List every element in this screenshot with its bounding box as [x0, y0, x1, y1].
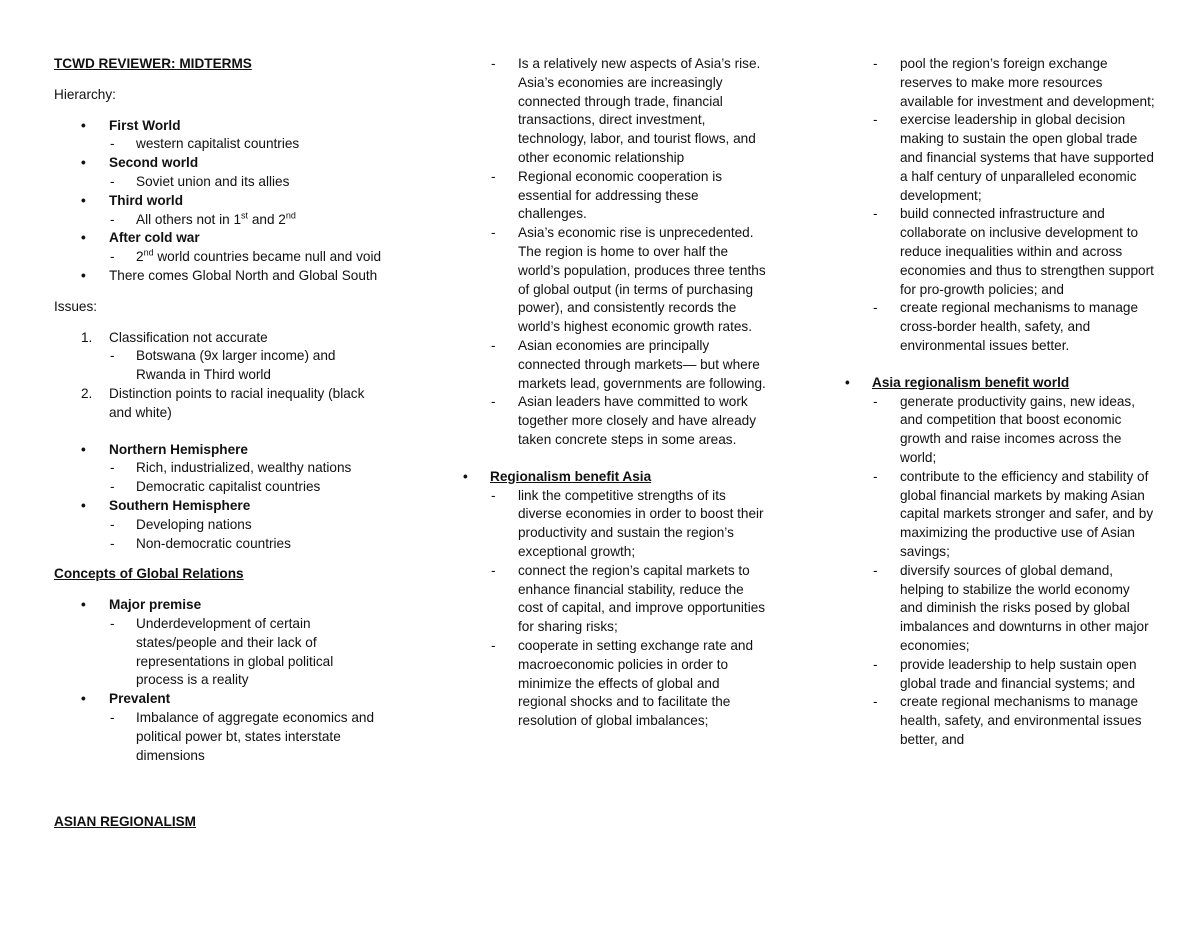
list-item: - Asia’s economic rise is unprecedented. The region is home to over half the world’s population, produces three tenths of global output (in terms of purchasing power), and consistently records the world’s highest economic growth rates.	[491, 225, 766, 335]
column-right	[845, 55, 1155, 750]
list-item: - Imbalance of aggregate economics and political power bt, states interstate dimensions	[110, 709, 375, 763]
hierarchy-label: Hierarchy:	[54, 86, 116, 102]
bullet-second-world: • Second world	[54, 154, 384, 173]
list-item: - link the competitive strengths of its diverse economies in order to boost their productivity and sustain the region’s exceptional growth;	[491, 487, 764, 559]
list-item: - Regional economic cooperation is essential for addressing these challenges.	[491, 168, 723, 222]
bullet-icon: •	[845, 374, 850, 390]
list-item: - Rich, industrialized, wealthy nations	[110, 460, 352, 476]
bullet-global-north-south: • There comes Global North and Global South	[54, 267, 384, 286]
bullet-icon: •	[81, 155, 86, 171]
section-title-concepts: Concepts of Global Relations	[54, 566, 244, 582]
bullet-icon: •	[81, 267, 86, 283]
bullet-icon: •	[81, 117, 86, 133]
list-item: - pool the region’s foreign exchange reserves to make more resources available for investment and development;	[873, 56, 1155, 109]
list-item: - diversify sources of global demand, helping to stabilize the world economy and diminish the risks posed by global imbalances and downturns in other major economies;	[873, 562, 1149, 653]
list-item: - Is a relatively new aspects of Asia’s rise. Asia’s economies are increasingly connected through trade, financial transactions, direct investment, technology, labor, and tourist flows, and other economic relationship	[491, 56, 761, 165]
list-item: - build connected infrastructure and collaborate on inclusive development to reduce inequalities within and across economies and thus to strengthen support for pro-growth policies; and	[873, 206, 1154, 297]
bullet-major-premise: • Major premise	[54, 596, 384, 615]
list-item: - connect the region’s capital markets to enhance financial stability, reduce the cost of capital, and improve opportunities for sharing risks;	[491, 562, 766, 635]
list-item: - Underdevelopment of certain states/people and their lack of representations in global political process is a reality	[110, 615, 334, 688]
bullet-prevalent: • Prevalent	[54, 690, 384, 709]
column-left	[54, 55, 384, 832]
bullet-third-world: • Third world	[54, 192, 384, 211]
list-item: - Asian leaders have committed to work together more closely and have already taken concrete steps in some areas.	[491, 394, 757, 447]
document-title: TCWD REVIEWER: MIDTERMS	[54, 56, 252, 71]
list-item: - Non-democratic countries	[110, 535, 291, 551]
numbered-item: 1. Classification not accurate	[81, 329, 268, 345]
list-item: - 2nd world countries became null and void	[110, 247, 382, 265]
bullet-icon: •	[463, 468, 468, 484]
section-title-asian-regionalism: ASIAN REGIONALISM	[54, 814, 196, 830]
list-item: - exercise leadership in global decision making to sustain the open global trade and financial systems that have supported a half century of unparalleled economic development;	[873, 112, 1154, 203]
list-item: - Soviet union and its allies	[110, 173, 290, 189]
list-item: - Democratic capitalist countries	[110, 479, 321, 495]
bullet-first-world: • First World	[54, 117, 384, 136]
list-item: - Asian economies are principally connected through markets— but where markets lead, governments are following.	[491, 337, 766, 391]
list-item: - western capitalist countries	[110, 136, 300, 152]
list-item: - cooperate in setting exchange rate and macroeconomic policies in order to minimize the effects of global and regional shocks and to facilitate the resolution of global imbalances;	[491, 637, 754, 729]
list-item: - provide leadership to help sustain open global trade and financial systems; and	[873, 656, 1137, 691]
bullet-after-cold-war: • After cold war	[54, 229, 384, 248]
list-item: - create regional mechanisms to manage cross-border health, safety, and environmental issues better.	[873, 300, 1139, 353]
column-middle	[463, 55, 768, 731]
list-item: - All others not in 1st and 2nd	[110, 210, 296, 227]
bullet-southern-hemisphere: • Southern Hemisphere	[54, 497, 384, 516]
bullet-icon: •	[81, 230, 86, 246]
list-item: - Developing nations	[110, 516, 252, 532]
section-title-benefit-world: • Asia regionalism benefit world	[845, 374, 1155, 393]
bullet-icon: •	[81, 192, 86, 208]
bullet-icon: •	[81, 441, 86, 457]
list-item: - Botswana (9x larger income) and Rwanda in Third world	[110, 348, 336, 383]
bullet-icon: •	[81, 497, 86, 513]
list-item: - contribute to the efficiency and stability of global financial markets by making Asian capital markets stronger and safer, and by maximizing the productive use of Asian savings;	[873, 468, 1154, 559]
list-item: - create regional mechanisms to manage health, safety, and environmental issues better, and	[873, 694, 1142, 747]
section-title-benefit-asia: • Regionalism benefit Asia	[463, 468, 768, 487]
issues-label: Issues:	[54, 298, 98, 314]
list-item: - generate productivity gains, new ideas, and competition that boost economic growth and raise incomes across the world;	[873, 393, 1136, 465]
bullet-icon: •	[81, 597, 86, 613]
numbered-item: 2. Distinction points to racial inequality (black and white)	[81, 385, 365, 420]
bullet-northern-hemisphere: • Northern Hemisphere	[54, 441, 384, 460]
bullet-icon: •	[81, 691, 86, 707]
